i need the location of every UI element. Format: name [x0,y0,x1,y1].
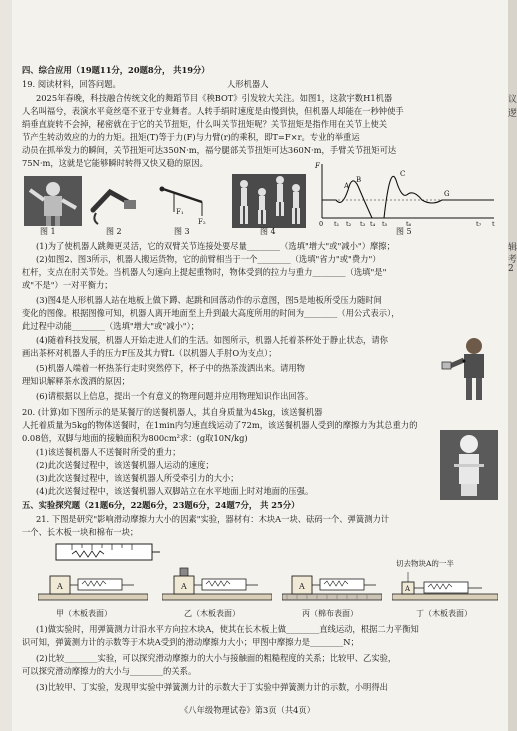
block-a-label: A [57,582,63,591]
exam-page [12,0,508,731]
experiment-setup-yi [162,562,272,606]
figure2-arm-lifting [88,180,140,225]
cut-half-note: 切去物块A的一半 [396,559,454,568]
q19-para-line: 人名叫福兮，表演水平竟丝毫不亚于专业舞者。人转手绢时速度是由慢到快，但机器人却能在一秒钟使手 [22,106,404,116]
q20-line: (4)此次送餐过程中，该送餐机器人双脚站立在水平地面上时对地面的压强。 [36,486,314,496]
adjacent-page-edge [508,0,517,731]
figure5-force-time-graph [312,160,502,226]
q21-item: 识可知，弹簧测力计的示数等于木块A受到的滑动摩擦力大小；甲图中摩擦力是________N； [22,637,359,647]
svg-text:F₂: F₂ [198,218,206,225]
side-char: 考 [508,255,517,265]
q20-line: 0.08倍，双脚与地面的接触面积为800cm²求：(g取10N/kg) [22,433,248,443]
figure3-lever-diagram [154,180,212,225]
q21-item: (1)做实验时，用弹簧测力计沿水平方向拉木块A，使其在长木板上做________直线运动，根据二力平衡知 [36,624,419,634]
graph-point-label: C [400,170,406,178]
side-char: 2 [508,264,514,274]
page-footer: 《八年级物理试卷》第3页（共4页） [180,705,316,715]
graph-tick-label: t₁ [334,220,340,226]
q20-line: (3)此次送餐过程中，该送餐机器人所受牵引力的大小； [36,473,239,483]
experiment-setup-jia [38,568,148,606]
graph-tick-label: t₇ [476,220,482,226]
experiment-setup-ding [392,568,498,606]
q19-para-line: 动员在抓举发力的瞬间，关节扭矩可达350N·m，福兮腿部关节扭矩可达360N·m，手臂关节扭矩可达 [22,145,397,155]
robot-holding-tea-figure [440,336,498,404]
q19-para-line: 75N·m，这就是它能够瞬时转得又快又稳的原因。 [22,158,208,168]
q19-item: (4)随着科技发展，机器人开始走进人们的生活。如图所示，机器人托着茶杯处于静止状态，请你 [36,335,388,345]
q19-para-line: 节产生转动效应的力的力矩。扭矩(T)等于力(F)与力臂(r)的乘积，即T=F×r。专业的举重运 [22,132,360,142]
q19-item: 变化的图像。根据图像可知，机器人离开地面至上升到最大高度所用的时间为________（用公式表示）， [22,308,400,318]
q21-item: 可以探究滑动摩擦力的大小与________的关系。 [22,666,197,676]
spring-scale-diagram [52,538,162,566]
graph-tick-label: t [492,220,495,226]
q19-title: 人形机器人 [227,79,269,89]
figure-caption: 图 3 [174,227,190,236]
experiment-label: 丙（棉布表面） [302,609,358,618]
q20-line: 人托着质量为5kg的物体送餐时，在1min内匀速直线运动了72m，该送餐机器人受到的摩擦力为其总重力的 [22,420,418,430]
figure-caption: 图 5 [396,227,412,236]
graph-tick-label: t₄ [370,220,376,226]
q20-line: 20. (计算)如下图所示的是某餐厅的送餐机器人，其自身质量为45kg，该送餐机器 [22,407,323,417]
q19-item: 此过程中动能________（选填"增大"或"减小"）； [22,321,200,331]
figure1-robot-dancer [24,176,82,226]
delivery-robot-photo [440,430,498,500]
q21-intro: 一个、长木板一块和棉布一块； [22,527,139,537]
q19-item: (2)如图2、图3所示，机器人搬运货物，它的前臂相当于一个________（选填"省力"或"费力"） [36,254,381,264]
figure4-jump-sequence [232,174,306,228]
q20-line: (2)此次送餐过程中，该送餐机器人运动的速度； [36,460,214,470]
q19-item: (1)为了使机器人跳舞更灵活，它的双臂关节连接处要尽量________（选填"增大"或"减小"）摩擦； [36,241,395,251]
graph-tick-label: t₅ [382,220,388,226]
q19-item: (3)图4是人形机器人站在地板上做下蹲、起跳和回落动作的示意图，图5是地板所受压力随时间 [36,295,382,305]
q19-item: 杠杆，支点在肘关节处。当机器人匀速向上提起重物时，物体受到的拉力与重力________（选填"是" [22,267,387,277]
graph-tick-label: t₂ [346,220,352,226]
section5-heading: 五、实验探究题（21题6分，22题6分，23题6分，24题7分， 共 25分） [22,500,300,510]
graph-tick-label: t₃ [360,220,366,226]
graph-y-label: F [315,162,320,170]
q21-item: (2)比较________实验，可以探究滑动摩擦力的大小与接触面的粗糙程度的关系；比较甲、乙实验， [36,653,397,663]
side-char: 辑 [508,243,517,253]
q19-item: 画出茶杯对机器人手的压力F压及其力臂L（以机器人手肘O为支点）； [22,348,277,358]
q21-intro: 21. 下图是研究"影响滑动摩擦力大小的因素"实验，器材有：木块A一块、砝码一个、弹簧测力计 [36,514,390,524]
side-char: 议 [508,95,517,105]
graph-point-label: A [344,182,350,190]
q21-item: (3)比较甲、丁实验，发现甲实验中弹簧测力计的示数大于丁实验中弹簧测力计的示数，小明得出 [36,682,388,692]
graph-tick-label: 0 [319,220,324,226]
q19-item: 或"不是"）一对平衡力； [22,280,113,290]
q19-head: 19. 阅读材料，回答问题。 [22,79,121,89]
graph-point-label: G [444,190,450,198]
graph-point-label: B [356,176,362,184]
experiment-label: 丁（木板表面） [416,609,472,618]
experiment-label: 甲（木板表面） [56,609,112,618]
block-a-label: A [405,585,411,593]
q19-item: (6)请根据以上信息，提出一个有意义的物理问题并应用物理知识作出回答。 [36,391,314,401]
block-a-label: A [181,582,187,591]
q19-item: 理知识解释茶水泼洒的原因； [22,376,130,386]
svg-text:F₁: F₁ [176,208,184,216]
experiment-setup-bing [282,568,382,606]
q19-para-line: 2025年春晚，科技融合传统文化的舞蹈节目《秧BOT》引发较大关注。如图1，这款宇数H1机器 [36,93,393,103]
q19-para-line: 绢垂直旋转不会掉，秘密就在于它的关节扭矩，什么叫关节扭矩呢？关节扭矩是指作用在关节上使关 [22,119,388,129]
section4-heading: 四、综合应用（19题11分，20题8分， 共19分） [22,65,210,75]
figure-caption: 图 2 [106,227,122,236]
experiment-label: 乙（木板表面） [184,609,240,618]
side-char: 逻 [508,109,517,119]
figure-caption: 图 4 [260,227,276,236]
q19-item: (5)机器人端着一杯热茶行走时突然停下，杯子中的热茶泼洒出来。请用物 [36,363,305,373]
figure-caption: 图 1 [40,227,56,236]
block-a-label: A [299,582,305,591]
graph-tick-label: t₆ [406,220,412,226]
q20-line: (1)该送餐机器人不送餐时所受的重力； [36,447,181,457]
